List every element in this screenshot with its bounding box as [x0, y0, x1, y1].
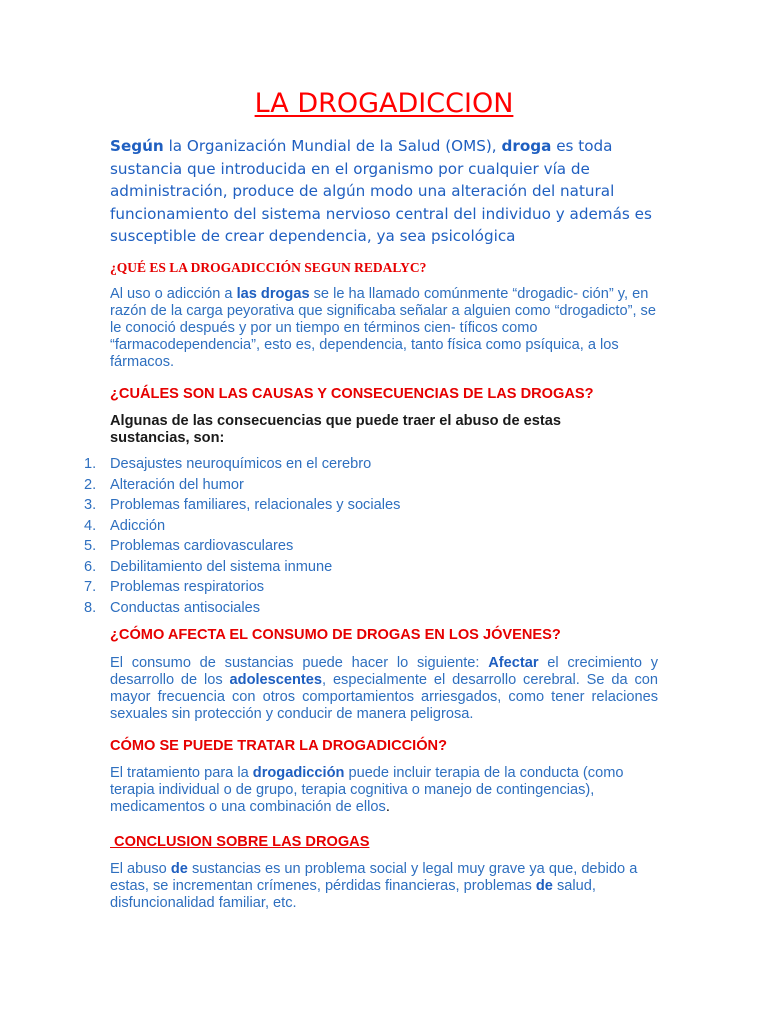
document-title-text: LA DROGADICCION [254, 88, 514, 119]
list-item [84, 577, 504, 598]
section3-heading: ¿CÓMO AFECTA EL CONSUMO DE DROGAS EN LOS JÓVENES? [110, 627, 561, 643]
intro-text-1: la Organización Mundial de la Salud (OMS), [163, 137, 502, 155]
list-number: 1. [84, 456, 97, 472]
intro-paragraph [110, 135, 670, 248]
section3-text-2: el crecimiento y desarrollo de los [110, 655, 659, 688]
section4-heading: CÓMO SE PUEDE TRATAR LA DROGADICCIÓN? [110, 738, 448, 754]
section3-paragraph [110, 655, 658, 723]
section5-paragraph [110, 861, 658, 912]
document-title [0, 88, 768, 119]
list-item [84, 598, 504, 619]
section4-period: . [385, 799, 390, 815]
section3-text-1: El consumo de sustancias puede hacer lo siguiente: [110, 655, 489, 671]
section1-paragraph [110, 286, 658, 371]
list-item-text: Problemas cardiovasculares [110, 538, 294, 554]
list-number: 8. [84, 599, 97, 616]
list-number: 5. [84, 538, 97, 554]
section1-text-1: Al uso o adicción a [110, 286, 237, 302]
consequences-list [84, 454, 504, 618]
list-item [84, 557, 504, 578]
section5-heading: CONCLUSION SOBRE LAS DROGAS [110, 834, 370, 850]
section1-bold: las drogas [236, 286, 310, 302]
section5-bold-2: de [535, 878, 553, 894]
list-item-text: Debilitamiento del sistema inmune [110, 558, 333, 575]
list-item-text: Problemas respiratorios [110, 579, 265, 595]
section5-text-2: sustancias es un problema social y legal muy grave ya que, debido a estas, se incrementan crímenes, pérdidas financieras, problemas [110, 861, 638, 894]
section4-paragraph [110, 765, 658, 816]
list-item-text: Conductas antisociales [110, 599, 261, 616]
section2-heading: ¿CUÁLES SON LAS CAUSAS Y CONSECUENCIAS DE LAS DROGAS? [110, 386, 594, 402]
list-item [84, 475, 504, 496]
section2-intro: Algunas de las consecuencias que puede traer el abuso de estas sustancias, son: [110, 413, 561, 446]
list-number: 7. [84, 579, 97, 595]
list-number: 3. [84, 497, 97, 513]
list-number: 4. [84, 517, 97, 534]
section1-text-2: se le ha llamado comúnmente “drogadic- ción” y, en razón de la carga peyorativa que significaba señalar a alguien como “drogadicto”, se le conoció después y por un tiempo en términos cien- tíficos como “farmacodependencia”, esto es, dependencia, tanto física como psíquica, a los fármacos. [110, 286, 656, 370]
list-item [84, 495, 504, 516]
section4-text-1: El tratamiento para la [110, 765, 253, 781]
intro-bold-droga: droga [501, 137, 552, 155]
list-item-text: Alteración del humor [110, 476, 244, 493]
intro-text-2: es toda sustancia que introducida en el organismo por cualquier vía de administración, produce de algún modo una alteración del natural funcionamiento del sistema nervioso central del individuo y además es susceptible de crear dependencia, ya sea psicológica [110, 137, 652, 246]
section3-text-3: , especialmente el desarrollo cerebral. Se da con mayor frecuencia con otros comportamientos arriesgados, como tener relaciones sexuales sin protección y conducir de manera peligrosa. [110, 672, 659, 722]
list-item [84, 454, 504, 475]
list-number: 6. [84, 558, 97, 575]
list-item [84, 536, 504, 557]
list-number: 2. [84, 476, 97, 493]
list-item-text: Desajustes neuroquímicos en el cerebro [110, 456, 372, 472]
section4-text-2: puede incluir terapia de la conducta (como terapia individual o de grupo, terapia cognitiva o manejo de contingencias), medicamentos o una combinación de ellos [110, 765, 624, 815]
section5-text-1: El abuso [110, 861, 171, 877]
section4-bold: drogadicción [252, 765, 345, 781]
list-item [84, 516, 504, 537]
section1-heading: ¿QUÉ ES LA DROGADICCIÓN SEGUN REDALYC? [110, 260, 427, 275]
section3-bold-afectar: Afectar [488, 655, 539, 671]
list-item-text: Problemas familiares, relacionales y sociales [110, 497, 401, 513]
list-item-text: Adicción [110, 517, 166, 534]
intro-bold-segun: Según [110, 137, 164, 155]
section5-text-3: salud, disfuncionalidad familiar, etc. [110, 878, 596, 911]
section5-bold-1: de [170, 861, 188, 877]
section3-bold-adolescentes: adolescentes [229, 672, 323, 688]
